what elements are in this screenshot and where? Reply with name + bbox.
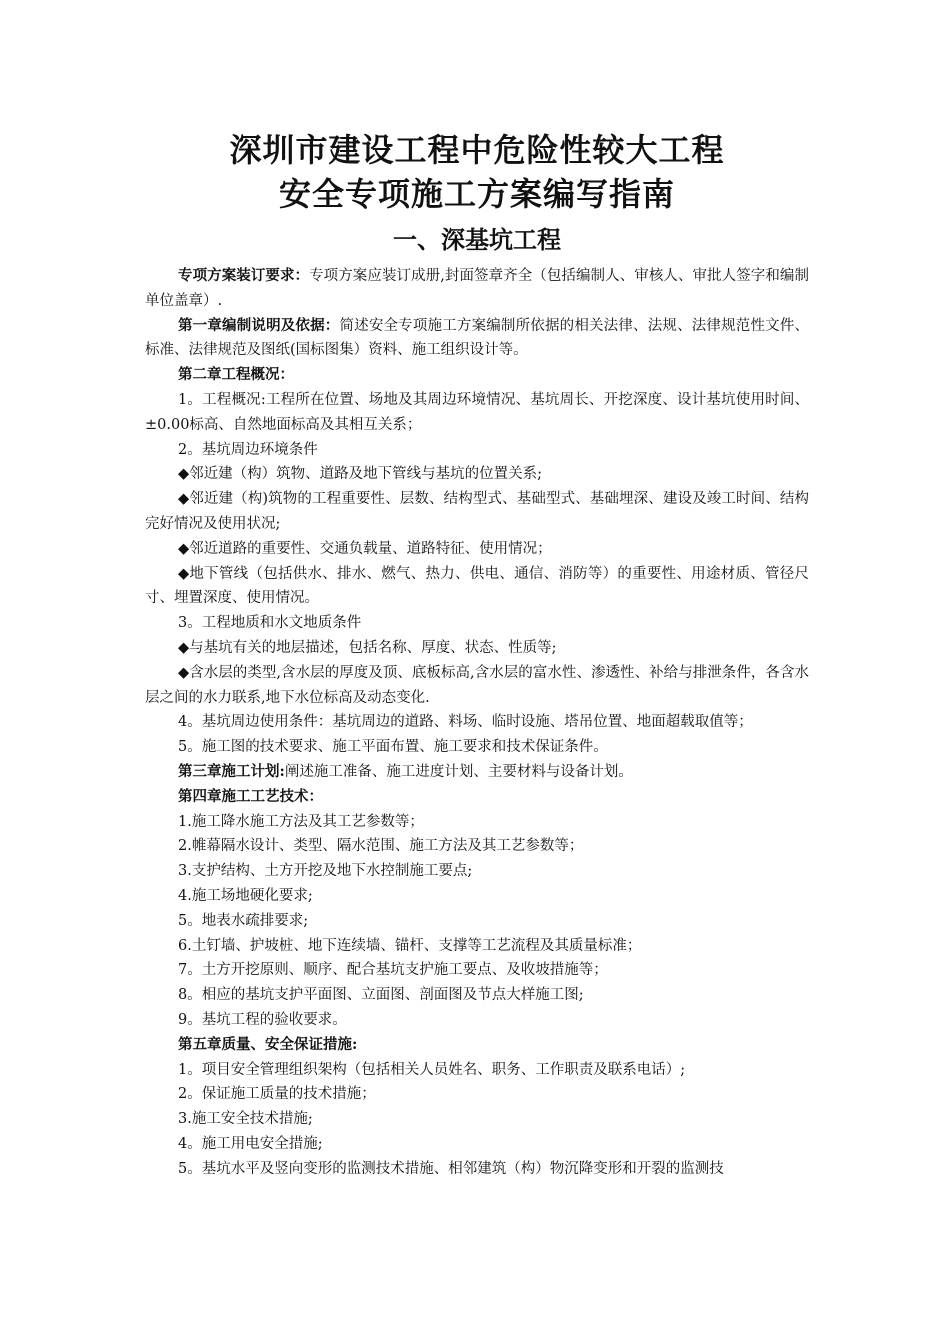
paragraph-text: ◆邻近道路的重要性、交通负载量、道路特征、使用情况； bbox=[178, 540, 552, 557]
paragraph bbox=[145, 934, 809, 959]
paragraph-text: 1。工程概况:工程所在位置、场地及其周边环境情况、基坑周长、开挖深度、设计基坑使用时间、±0.00标高、自然地面标高及其相互关系； bbox=[145, 391, 809, 433]
paragraph bbox=[145, 983, 809, 1008]
paragraph bbox=[145, 438, 809, 463]
paragraph bbox=[145, 1132, 809, 1157]
document-title-line2: 安全专项施工方案编写指南 bbox=[278, 175, 675, 213]
paragraph bbox=[145, 1107, 809, 1132]
paragraph bbox=[145, 735, 809, 760]
paragraph-text: 专项方案应装订成册,封面签章齐全（包括编制人、审核人、审批人签字和编制单位盖章）. bbox=[145, 268, 810, 309]
paragraph bbox=[145, 810, 809, 835]
paragraph-text: 5。地表水疏排要求; bbox=[178, 912, 309, 929]
paragraph-text: 3.支护结构、土方开挖及地下水控制施工要点; bbox=[178, 863, 473, 880]
paragraph-heading: 第五章质量、安全保证措施: bbox=[178, 1035, 358, 1053]
paragraph bbox=[145, 264, 809, 314]
paragraph bbox=[145, 710, 809, 735]
section-title: 一、深基坑工程 bbox=[393, 225, 561, 254]
paragraph bbox=[145, 314, 809, 364]
paragraph bbox=[145, 760, 809, 785]
paragraph bbox=[145, 537, 809, 562]
body-text bbox=[145, 264, 809, 1181]
paragraph-text: 2。基坑周边环境条件 bbox=[178, 441, 318, 458]
paragraph bbox=[145, 1008, 809, 1033]
paragraph-text: 9。基坑工程的验收要求。 bbox=[178, 1011, 347, 1028]
paragraph bbox=[145, 661, 809, 711]
paragraph-heading: 第二章工程概况： bbox=[178, 366, 294, 384]
paragraph-heading: 第三章施工计划: bbox=[178, 762, 285, 780]
paragraph bbox=[145, 562, 809, 612]
paragraph-text: 4。施工用电安全措施; bbox=[178, 1135, 323, 1152]
paragraph bbox=[145, 1033, 809, 1058]
paragraph bbox=[145, 834, 809, 859]
paragraph-heading: 专项方案装订要求： bbox=[178, 267, 310, 284]
paragraph-text: ◆地下管线（包括供水、排水、燃气、热力、供电、通信、消防等）的重要性、用途材质、管径尺寸、埋置深度、使用情况。 bbox=[145, 565, 809, 607]
paragraph bbox=[145, 363, 809, 388]
paragraph bbox=[145, 859, 809, 884]
paragraph-text: 5。基坑水平及竖向变形的监测技术措施、相邻建筑（构）物沉降变形和开裂的监测技 bbox=[178, 1160, 724, 1177]
paragraph-text: 5。施工图的技术要求、施工平面布置、施工要求和技术保证条件。 bbox=[178, 739, 608, 756]
paragraph bbox=[145, 636, 809, 661]
paragraph-text: 1.施工降水施工方法及其工艺参数等； bbox=[178, 813, 424, 830]
paragraph-text: ◆与基坑有关的地层描述，包括名称、厚度、状态、性质等; bbox=[178, 639, 557, 656]
paragraph bbox=[145, 785, 809, 810]
document-title-line1: 深圳市建设工程中危险性较大工程 bbox=[229, 131, 725, 169]
paragraph-text: 简述安全专项施工方案编制所依据的相关法律、法规、法律规范性文件、标准、法律规范及图纸(国标图集）资料、施工组织设计等。 bbox=[145, 317, 810, 359]
paragraph bbox=[145, 1157, 809, 1182]
paragraph bbox=[145, 1082, 809, 1107]
paragraph bbox=[145, 462, 809, 487]
paragraph bbox=[145, 1058, 809, 1083]
paragraph-text: 7。土方开挖原则、顺序、配合基坑支护施工要点、及收坡措施等； bbox=[178, 962, 608, 979]
paragraph-text: 1。项目安全管理组织架构（包括相关人员姓名、职务、工作职责及联系电话）; bbox=[178, 1061, 686, 1078]
paragraph-text: 8。相应的基坑支护平面图、立面图、剖面图及节点大样施工图; bbox=[178, 987, 584, 1004]
paragraph-text: 阐述施工准备、施工进度计划、主要材料与设备计划。 bbox=[284, 763, 633, 780]
paragraph-text: 3.施工安全技术措施; bbox=[178, 1111, 313, 1128]
paragraph bbox=[145, 884, 809, 909]
paragraph bbox=[145, 958, 809, 983]
paragraph bbox=[145, 487, 809, 537]
paragraph-text: 3。工程地质和水文地质条件 bbox=[178, 615, 362, 632]
paragraph-heading: 第一章编制说明及依据： bbox=[178, 316, 340, 334]
paragraph-heading: 第四章施工工艺技术： bbox=[178, 787, 323, 805]
paragraph bbox=[145, 909, 809, 934]
paragraph bbox=[145, 611, 809, 636]
paragraph-text: 2。保证施工质量的技术措施； bbox=[178, 1086, 376, 1103]
paragraph-text: ◆含水层的类型,含水层的厚度及顶、底板标高,含水层的富水性、渗透性、补给与排泄条件，各含水层之间的水力联系,地下水位标高及动态变化. bbox=[145, 664, 809, 706]
paragraph-text: 4.施工场地硬化要求; bbox=[178, 887, 313, 904]
paragraph bbox=[145, 388, 809, 438]
paragraph-text: ◆邻近建（构)筑物的工程重要性、层数、结构型式、基础型式、基础埋深、建设及竣工时间、结构完好情况及使用状况; bbox=[145, 491, 809, 532]
document-page bbox=[145, 128, 809, 1181]
paragraph-text: 6.土钉墙、护坡桩、地下连续墙、锚杆、支撑等工艺流程及其质量标准； bbox=[178, 937, 642, 954]
paragraph-text: 2.帷幕隔水设计、类型、隔水范围、施工方法及其工艺参数等； bbox=[178, 838, 584, 855]
paragraph-text: ◆邻近建（构）筑物、道路及地下管线与基坑的位置关系; bbox=[178, 466, 543, 483]
paragraph-text: 4。基坑周边使用条件：基坑周边的道路、料场、临时设施、塔吊位置、地面超载取值等； bbox=[178, 714, 753, 731]
